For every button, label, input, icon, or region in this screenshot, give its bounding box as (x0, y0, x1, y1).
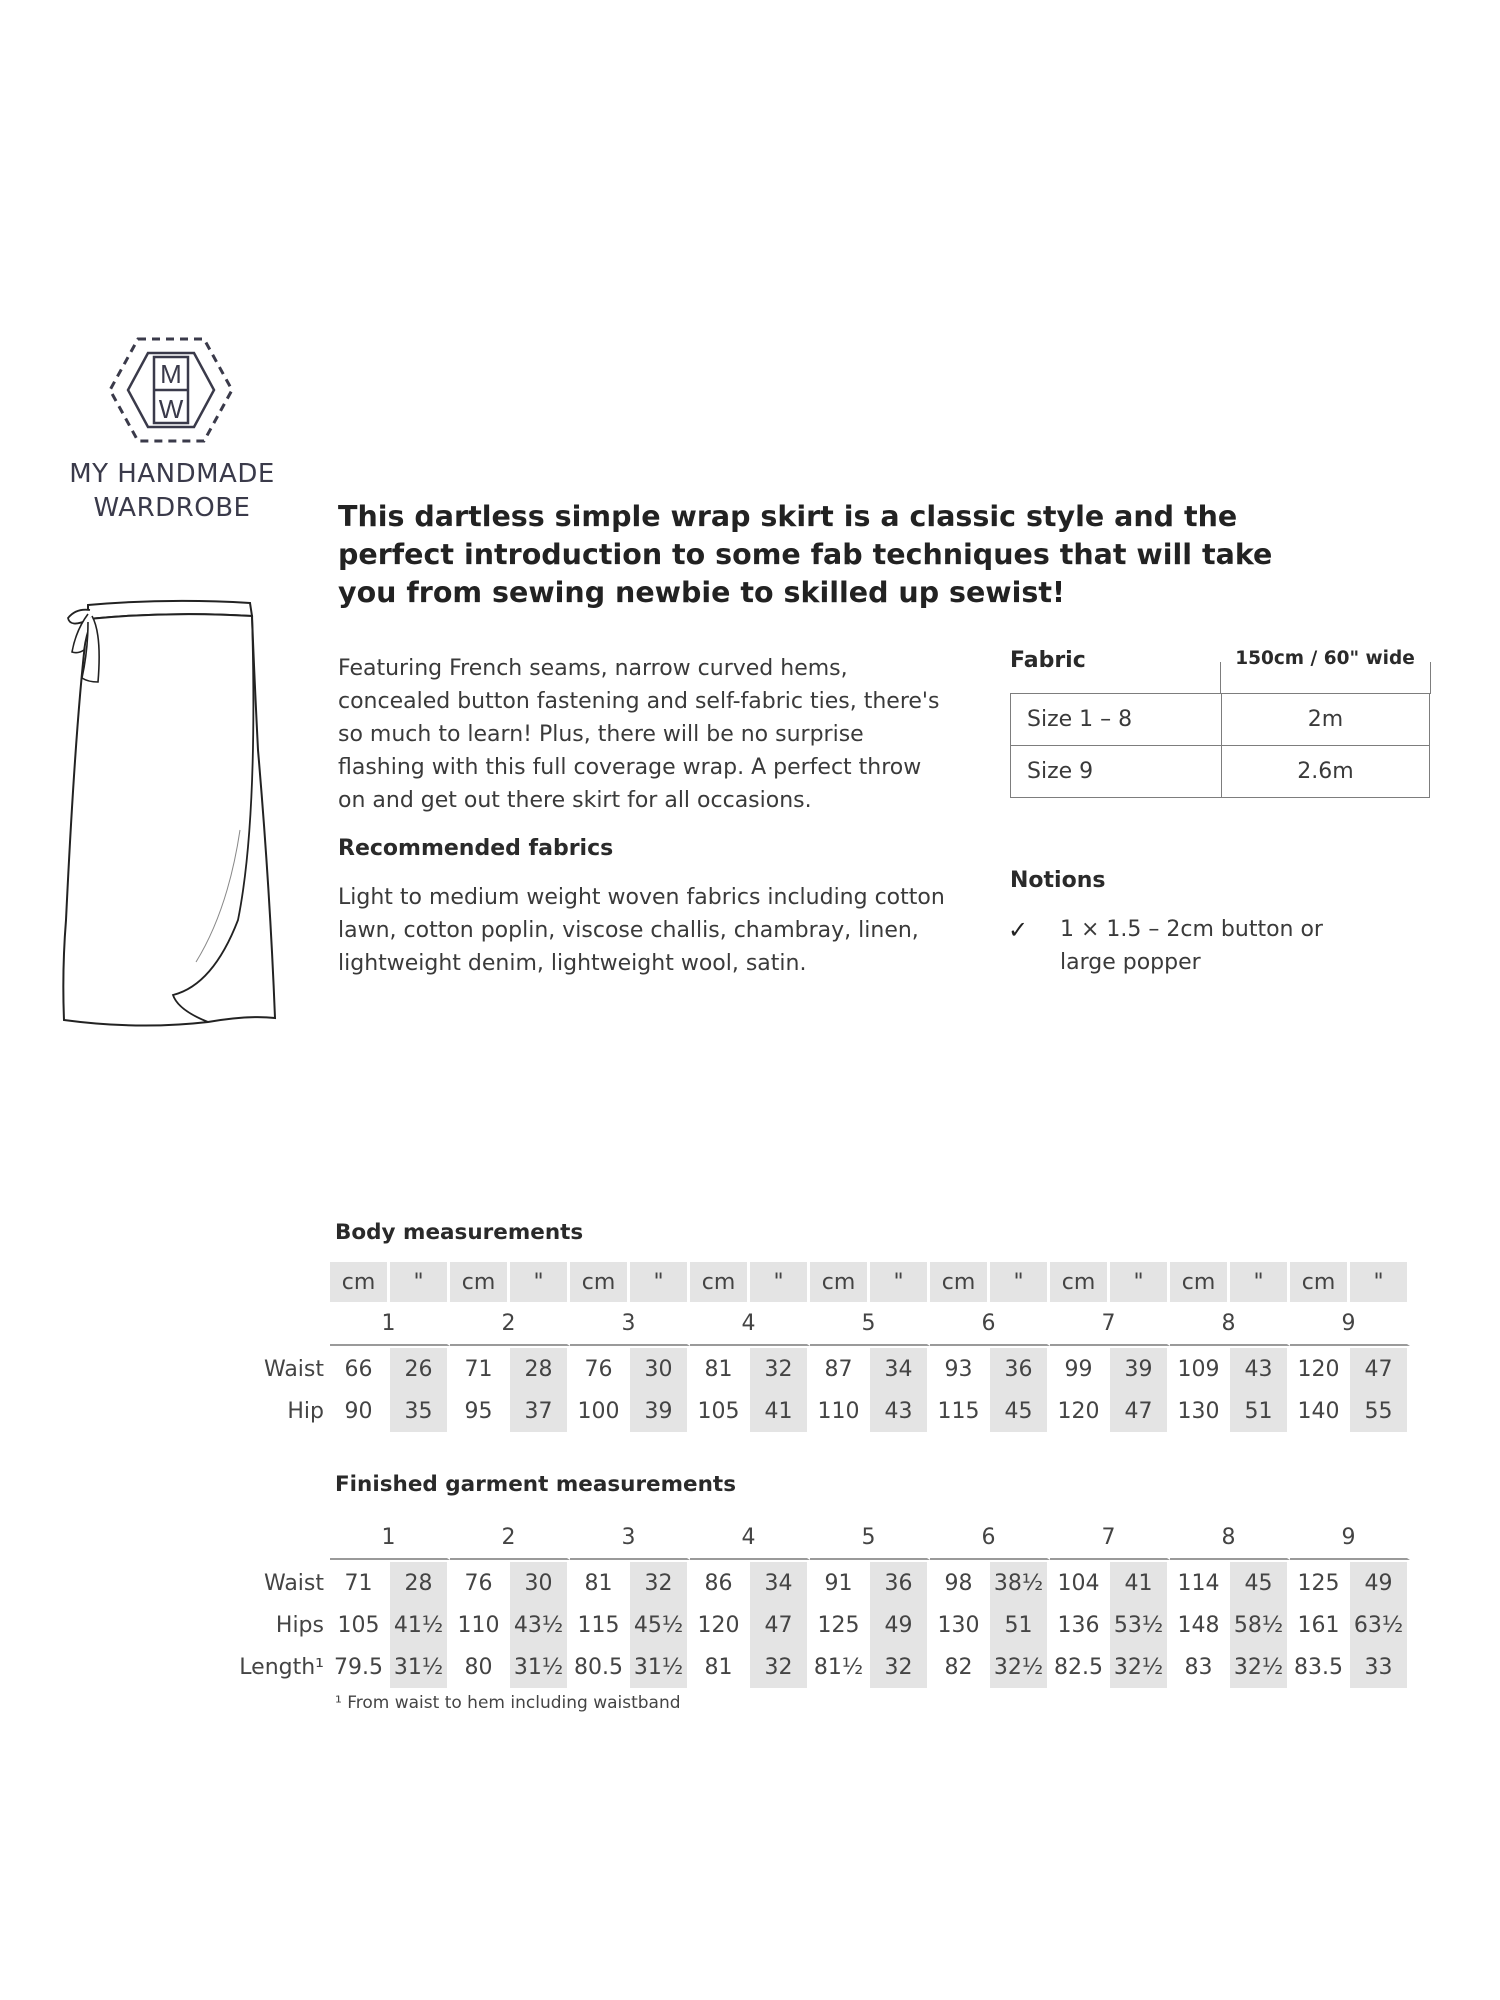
row-label (250, 1302, 330, 1346)
notions-title: Notions (1010, 868, 1106, 893)
value-cell: 43 (1230, 1348, 1290, 1390)
value-cell: 36 (990, 1348, 1050, 1390)
value-cell: 71 (330, 1562, 390, 1604)
size-header: 9 (1290, 1302, 1410, 1346)
value-cell: 130 (930, 1604, 990, 1646)
value-cell: 28 (390, 1562, 450, 1604)
size-header: 9 (1290, 1516, 1410, 1560)
value-cell: 47 (1350, 1348, 1410, 1390)
row-label: Hips (275, 1612, 324, 1638)
value-cell: 81 (690, 1646, 750, 1688)
size-header: 3 (570, 1516, 690, 1560)
size-header: 4 (690, 1302, 810, 1346)
table-row (250, 1390, 1410, 1432)
unit-cell: cm (690, 1262, 750, 1302)
row-label: Hip (287, 1398, 324, 1424)
value-cell: 110 (450, 1604, 510, 1646)
unit-cell: cm (330, 1262, 390, 1302)
unit-cell: " (630, 1262, 690, 1302)
value-cell: 41 (1110, 1562, 1170, 1604)
value-cell: 30 (510, 1562, 570, 1604)
unit-cell: cm (930, 1262, 990, 1302)
value-cell: 49 (870, 1604, 930, 1646)
value-cell: 95 (450, 1390, 510, 1432)
value-cell: 125 (810, 1604, 870, 1646)
value-cell: 41 (750, 1390, 810, 1432)
value-cell: 83.5 (1290, 1646, 1350, 1688)
brand-name-line2: WARDROBE (93, 493, 251, 523)
footnote: ¹ From waist to hem including waistband (335, 1693, 681, 1713)
value-cell: 80.5 (570, 1646, 630, 1688)
fabric-size: Size 1 – 8 (1011, 694, 1222, 746)
value-cell: 47 (1110, 1390, 1170, 1432)
value-cell: 130 (1170, 1390, 1230, 1432)
size-header: 2 (450, 1516, 570, 1560)
value-cell: 115 (570, 1604, 630, 1646)
size-header: 1 (330, 1516, 450, 1560)
value-cell: 30 (630, 1348, 690, 1390)
unit-row (250, 1262, 1410, 1302)
value-cell: 55 (1350, 1390, 1410, 1432)
value-cell: 105 (330, 1604, 390, 1646)
intro-paragraph: Featuring French seams, narrow curved hems, concealed button fastening and self-fabric ties, there's so much to learn! Plus, there will be no surprise flashing with this full coverage wrap. A perfect throw on and get out there skirt for all occasions. (338, 656, 940, 813)
value-cell: 39 (630, 1390, 690, 1432)
value-cell: 125 (1290, 1562, 1350, 1604)
unit-cell: cm (1050, 1262, 1110, 1302)
value-cell: 39 (1110, 1348, 1170, 1390)
value-cell: 80 (450, 1646, 510, 1688)
value-cell: 100 (570, 1390, 630, 1432)
value-cell: 90 (330, 1390, 390, 1432)
value-cell: 45 (990, 1390, 1050, 1432)
value-cell: 120 (1050, 1390, 1110, 1432)
value-cell: 38½ (990, 1562, 1050, 1604)
notion-item: 1 × 1.5 – 2cm button or large popper (1060, 917, 1323, 975)
unit-cell: " (1350, 1262, 1410, 1302)
unit-cell: " (990, 1262, 1050, 1302)
row-label (250, 1262, 330, 1302)
value-cell: 31½ (510, 1646, 570, 1688)
size-header: 8 (1170, 1302, 1290, 1346)
value-cell: 76 (570, 1348, 630, 1390)
value-cell: 32 (750, 1348, 810, 1390)
brand-logo (62, 335, 282, 525)
checkmark-icon: ✓ (1008, 916, 1029, 944)
value-cell: 28 (510, 1348, 570, 1390)
unit-cell: " (870, 1262, 930, 1302)
fabric-size: Size 9 (1011, 746, 1222, 798)
value-cell: 115 (930, 1390, 990, 1432)
value-cell: 87 (810, 1348, 870, 1390)
size-header: 6 (930, 1516, 1050, 1560)
value-cell: 31½ (630, 1646, 690, 1688)
size-row (250, 1302, 1410, 1346)
value-cell: 109 (1170, 1348, 1230, 1390)
size-header: 4 (690, 1516, 810, 1560)
value-cell: 63½ (1350, 1604, 1410, 1646)
value-cell: 31½ (390, 1646, 450, 1688)
value-cell: 148 (1170, 1604, 1230, 1646)
value-cell: 161 (1290, 1604, 1350, 1646)
unit-cell: " (1110, 1262, 1170, 1302)
value-cell: 32 (870, 1646, 930, 1688)
size-header: 5 (810, 1302, 930, 1346)
value-cell: 45 (1230, 1562, 1290, 1604)
fabric-row (1011, 694, 1430, 746)
value-cell: 58½ (1230, 1604, 1290, 1646)
value-cell: 34 (750, 1562, 810, 1604)
unit-cell: " (510, 1262, 570, 1302)
value-cell: 45½ (630, 1604, 690, 1646)
unit-cell: cm (1170, 1262, 1230, 1302)
unit-cell: cm (450, 1262, 510, 1302)
size-header: 2 (450, 1302, 570, 1346)
value-cell: 43 (870, 1390, 930, 1432)
value-cell: 81½ (810, 1646, 870, 1688)
value-cell: 71 (450, 1348, 510, 1390)
value-cell: 32 (630, 1562, 690, 1604)
value-cell: 32½ (1230, 1646, 1290, 1688)
value-cell: 47 (750, 1604, 810, 1646)
size-header: 1 (330, 1302, 450, 1346)
unit-cell: cm (1290, 1262, 1350, 1302)
recommended-fabrics-text: Light to medium weight woven fabrics including cotton lawn, cotton poplin, viscose challis, chambray, linen, lightweight denim, lightweight wool, satin. (338, 885, 945, 976)
value-cell: 136 (1050, 1604, 1110, 1646)
unit-cell: " (750, 1262, 810, 1302)
recommended-fabrics-title: Recommended fabrics (338, 836, 614, 861)
skirt-illustration (58, 590, 288, 1034)
row-label: Waist (263, 1570, 324, 1596)
headline: This dartless simple wrap skirt is a classic style and the perfect introduction to some fab techniques that will take you from sewing newbie to skilled up sewist! (338, 500, 1273, 609)
value-cell: 110 (810, 1390, 870, 1432)
table-row (250, 1348, 1410, 1390)
unit-cell: " (390, 1262, 450, 1302)
value-cell: 98 (930, 1562, 990, 1604)
size-header: 6 (930, 1302, 1050, 1346)
logo-letter-w: W (158, 394, 184, 424)
row-label (230, 1516, 330, 1560)
value-cell: 82.5 (1050, 1646, 1110, 1688)
value-cell: 33 (1350, 1646, 1410, 1688)
size-header: 5 (810, 1516, 930, 1560)
value-cell: 82 (930, 1646, 990, 1688)
size-header: 3 (570, 1302, 690, 1346)
unit-cell: cm (570, 1262, 630, 1302)
value-cell: 81 (570, 1562, 630, 1604)
value-cell: 105 (690, 1390, 750, 1432)
size-row (230, 1516, 1410, 1560)
value-cell: 140 (1290, 1390, 1350, 1432)
logo-letter-m: M (160, 359, 182, 389)
value-cell: 79.5 (330, 1646, 390, 1688)
finished-measurements-table (230, 1516, 1410, 1688)
fabric-amount: 2.6m (1222, 746, 1430, 798)
table-row (230, 1604, 1410, 1646)
value-cell: 32½ (990, 1646, 1050, 1688)
value-cell: 86 (690, 1562, 750, 1604)
value-cell: 43½ (510, 1604, 570, 1646)
fabric-row (1011, 746, 1430, 798)
body-measurements-table (250, 1262, 1410, 1432)
unit-cell: cm (810, 1262, 870, 1302)
row-label: Waist (263, 1356, 324, 1382)
brand-name-line1: MY HANDMADE (69, 459, 275, 489)
fabric-amount: 2m (1222, 694, 1430, 746)
value-cell: 53½ (1110, 1604, 1170, 1646)
value-cell: 81 (690, 1348, 750, 1390)
value-cell: 114 (1170, 1562, 1230, 1604)
size-header: 7 (1050, 1302, 1170, 1346)
size-header: 8 (1170, 1516, 1290, 1560)
value-cell: 37 (510, 1390, 570, 1432)
fabric-width: 150cm / 60" wide (1235, 648, 1415, 669)
value-cell: 120 (1290, 1348, 1350, 1390)
value-cell: 93 (930, 1348, 990, 1390)
value-cell: 104 (1050, 1562, 1110, 1604)
value-cell: 51 (990, 1604, 1050, 1646)
value-cell: 99 (1050, 1348, 1110, 1390)
value-cell: 49 (1350, 1562, 1410, 1604)
fabric-divider (1430, 662, 1431, 694)
value-cell: 51 (1230, 1390, 1290, 1432)
value-cell: 66 (330, 1348, 390, 1390)
finished-measurements-title: Finished garment measurements (335, 1472, 736, 1497)
table-row (230, 1646, 1410, 1688)
unit-cell: " (1230, 1262, 1290, 1302)
value-cell: 120 (690, 1604, 750, 1646)
value-cell: 26 (390, 1348, 450, 1390)
size-header: 7 (1050, 1516, 1170, 1560)
hexagon-logo-icon (106, 335, 236, 445)
fabric-label: Fabric (1010, 648, 1086, 673)
table-row (230, 1562, 1410, 1604)
value-cell: 76 (450, 1562, 510, 1604)
fabric-grid (1010, 693, 1430, 798)
value-cell: 32½ (1110, 1646, 1170, 1688)
value-cell: 83 (1170, 1646, 1230, 1688)
value-cell: 91 (810, 1562, 870, 1604)
body-measurements-title: Body measurements (335, 1220, 584, 1245)
value-cell: 32 (750, 1646, 810, 1688)
value-cell: 36 (870, 1562, 930, 1604)
value-cell: 34 (870, 1348, 930, 1390)
value-cell: 41½ (390, 1604, 450, 1646)
value-cell: 35 (390, 1390, 450, 1432)
row-label: Length¹ (239, 1654, 324, 1680)
